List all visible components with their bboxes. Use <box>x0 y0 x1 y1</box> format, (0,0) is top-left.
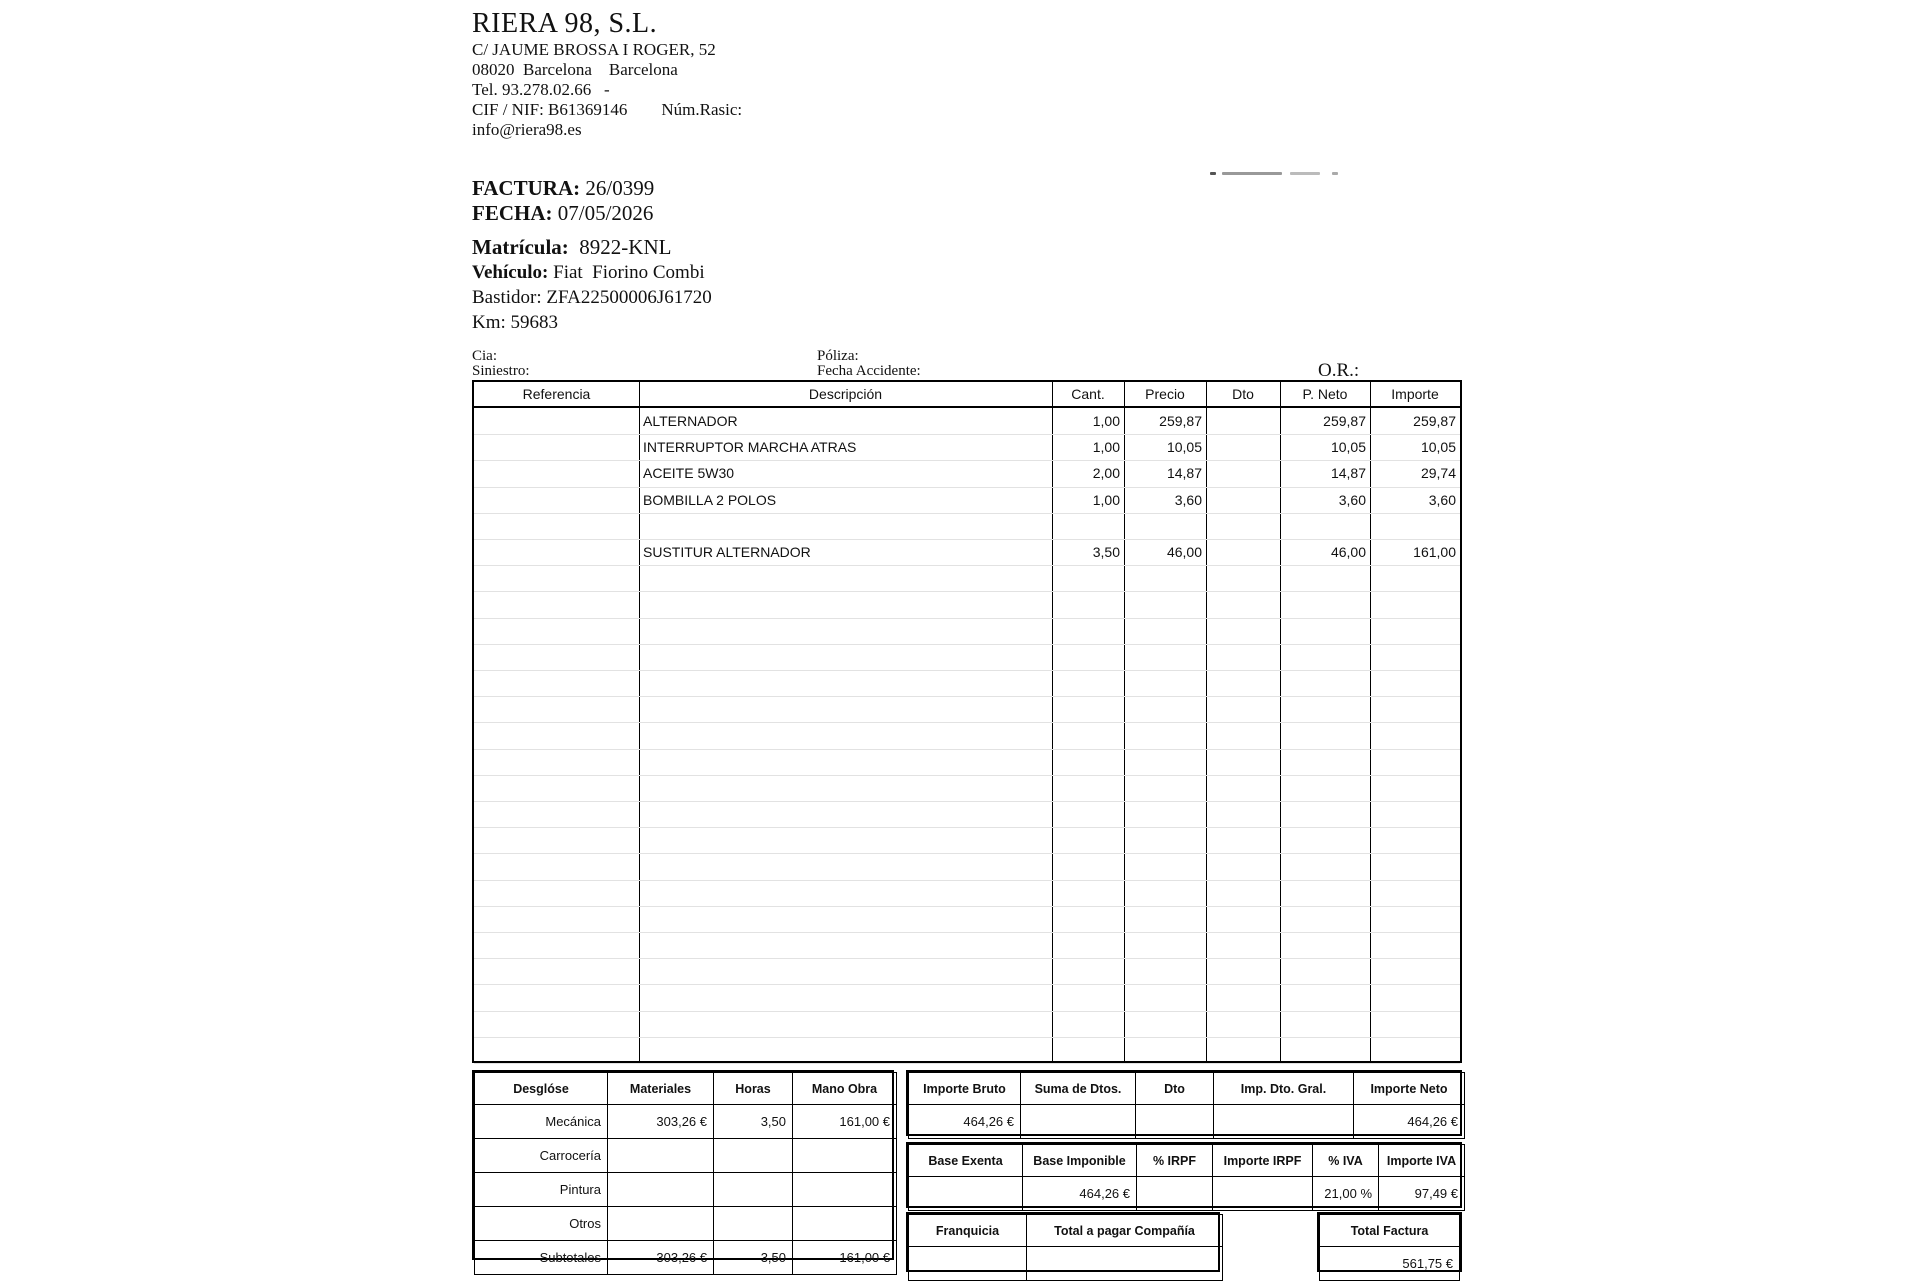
items-row-rule <box>474 775 1460 776</box>
total-factura-value: 561,75 € <box>1320 1247 1460 1281</box>
subtotales-row <box>475 1241 897 1275</box>
importe-neto-header: Importe Neto <box>1354 1073 1465 1105</box>
items-row-rule <box>474 853 1460 854</box>
materiales-subtotal: 303,26 € <box>608 1241 714 1275</box>
base-exenta-value <box>909 1177 1023 1211</box>
items-row-rule <box>474 1063 1460 1064</box>
company-city: 08020 Barcelona Barcelona <box>472 60 678 79</box>
vehiculo-value: Fiat Fiorino Combi <box>553 262 705 283</box>
item-precio: 3,60 <box>1174 491 1202 508</box>
horas-subtotal: 3,50 <box>714 1241 793 1275</box>
km-label: Km: <box>472 312 506 333</box>
total-compania-header: Total a pagar Compañía <box>1027 1215 1223 1247</box>
items-row-rule <box>474 958 1460 959</box>
mano-obra-value <box>793 1207 897 1241</box>
item-precio: 10,05 <box>1166 439 1202 456</box>
company-header <box>472 8 742 140</box>
items-row-rule <box>474 1011 1460 1012</box>
dto-header: Dto <box>1136 1073 1214 1105</box>
fecha-label: FECHA: <box>472 201 553 225</box>
item-precio: 14,87 <box>1166 465 1202 482</box>
item-cant: 1,00 <box>1092 491 1120 508</box>
suma-dtos-header: Suma de Dtos. <box>1021 1073 1136 1105</box>
items-row-rule <box>474 696 1460 697</box>
importe-bruto-value: 464,26 € <box>909 1105 1021 1139</box>
descripcion-header: Descripción <box>808 386 883 402</box>
items-header-row <box>474 382 1460 408</box>
imp-dto-gral-value <box>1214 1105 1354 1139</box>
franquicia-value <box>909 1247 1027 1281</box>
item-precio: 46,00 <box>1166 544 1202 560</box>
item-descripcion: INTERRUPTOR MARCHA ATRAS <box>643 439 857 456</box>
materiales-value <box>608 1207 714 1241</box>
item-cant: 1,00 <box>1092 439 1120 456</box>
items-row-rule <box>474 906 1460 907</box>
matricula-line <box>472 235 712 260</box>
horas-value <box>714 1173 793 1207</box>
item-importe: 29,74 <box>1420 465 1456 482</box>
items-table <box>472 380 1462 1063</box>
importe-iva-header: Importe IVA <box>1379 1145 1465 1177</box>
horas-value <box>714 1207 793 1241</box>
company-email: info@riera98.es <box>472 120 582 139</box>
desglose-table <box>472 1070 894 1265</box>
item-p-neto: 10,05 <box>1330 439 1366 456</box>
desglose-row <box>475 1139 897 1173</box>
matricula-label: Matrícula: <box>472 235 569 259</box>
desglose-row-label: Otros <box>475 1207 608 1241</box>
dto-value <box>1136 1105 1214 1139</box>
item-p-neto: 259,87 <box>1323 413 1366 429</box>
items-row-rule <box>474 827 1460 828</box>
desglose-row <box>475 1105 897 1139</box>
cia-label: Cia: <box>472 348 497 364</box>
item-importe: 161,00 <box>1413 544 1456 560</box>
p-neto-header: P. Neto <box>1302 386 1348 402</box>
bastidor-value: ZFA22500006J61720 <box>546 287 712 308</box>
items-row-rule <box>474 722 1460 723</box>
items-row-rule <box>474 984 1460 985</box>
item-descripcion: ACEITE 5W30 <box>643 465 735 482</box>
invoice-number <box>472 176 654 201</box>
siniestro-label: Siniestro: <box>472 363 530 379</box>
base-imponible-header: Base Imponible <box>1023 1145 1137 1177</box>
base-imponible-value: 464,26 € <box>1023 1177 1137 1211</box>
factura-label: FACTURA: <box>472 176 581 200</box>
items-row-rule <box>474 749 1460 750</box>
importe-bruto-header: Importe Bruto <box>909 1073 1021 1105</box>
vehiculo-label: Vehículo: <box>472 262 549 283</box>
mano-obra-value: 161,00 € <box>793 1105 897 1139</box>
franquicia-header: Franquicia <box>909 1215 1027 1247</box>
total-factura-box <box>1317 1212 1462 1272</box>
desglose-row-label: Mecánica <box>475 1105 608 1139</box>
imp-dto-gral-header: Imp. Dto. Gral. <box>1214 1073 1354 1105</box>
items-row-rule <box>474 880 1460 881</box>
bastidor-label: Bastidor: <box>472 287 542 308</box>
total-compania-value <box>1027 1247 1223 1281</box>
poliza-label: Póliza: <box>817 348 859 364</box>
item-descripcion: SUSTITUR ALTERNADOR <box>643 544 811 560</box>
mano-obra-subtotal: 161,00 € <box>793 1241 897 1275</box>
company-name: RIERA 98, S.L. <box>472 8 658 39</box>
items-row-rule <box>474 565 1460 566</box>
vehicle-details <box>472 235 712 335</box>
fecha-value: 07/05/2026 <box>557 201 654 225</box>
faded-text-mark <box>1210 166 1340 176</box>
importe-header: Importe <box>1391 386 1439 402</box>
materiales-value <box>608 1139 714 1173</box>
item-importe: 259,87 <box>1413 413 1456 429</box>
franquicia-table <box>906 1212 1220 1272</box>
desglose-row <box>475 1207 897 1241</box>
item-p-neto: 14,87 <box>1330 465 1366 482</box>
desglose-row-label: Carrocería <box>475 1139 608 1173</box>
items-row-rule <box>474 670 1460 671</box>
company-cif: CIF / NIF: B61369146 Núm.Rasic: <box>472 100 743 119</box>
item-precio: 259,87 <box>1159 413 1202 429</box>
base-exenta-header: Base Exenta <box>909 1145 1023 1177</box>
importe-irpf-header: Importe IRPF <box>1213 1145 1313 1177</box>
item-cant: 1,00 <box>1092 413 1120 429</box>
items-row-rule <box>474 644 1460 645</box>
materiales-header: Materiales <box>608 1073 714 1105</box>
total-factura-header: Total Factura <box>1320 1215 1460 1247</box>
bastidor-line <box>472 285 712 310</box>
items-row-rule <box>474 932 1460 933</box>
horas-header: Horas <box>714 1073 793 1105</box>
referencia-header: Referencia <box>522 386 591 402</box>
vehiculo-line <box>472 260 712 285</box>
subtotales-label: Subtotales <box>475 1241 608 1275</box>
item-p-neto: 46,00 <box>1330 544 1366 560</box>
mano-obra-value <box>793 1173 897 1207</box>
item-descripcion: BOMBILLA 2 POLOS <box>643 491 777 508</box>
fecha-accidente-label: Fecha Accidente: <box>817 363 921 379</box>
km-value: 59683 <box>510 312 559 333</box>
importes-table <box>906 1070 1462 1136</box>
irpf-percent-value <box>1137 1177 1213 1211</box>
km-line <box>472 310 712 335</box>
dto-header: Dto <box>1232 386 1254 402</box>
factura-value: 26/0399 <box>585 176 655 200</box>
company-address: C/ JAUME BROSSA I ROGER, 52 <box>472 40 716 59</box>
item-descripcion: ALTERNADOR <box>643 413 738 429</box>
item-cant: 3,50 <box>1092 544 1120 560</box>
company-phone: Tel. 93.278.02.66 - <box>472 80 610 99</box>
item-cant: 2,00 <box>1092 465 1120 482</box>
items-row-rule <box>474 618 1460 619</box>
importe-iva-value: 97,49 € <box>1379 1177 1465 1211</box>
invoice-date <box>472 201 653 226</box>
desglose-header: Desglóse <box>475 1073 608 1105</box>
suma-dtos-value <box>1021 1105 1136 1139</box>
mano-obra-header: Mano Obra <box>793 1073 897 1105</box>
items-row-rule <box>474 591 1460 592</box>
precio-header: Precio <box>1145 386 1185 402</box>
items-row-rule <box>474 1037 1460 1038</box>
materiales-value: 303,26 € <box>608 1105 714 1139</box>
iva-percent-value: 21,00 % <box>1313 1177 1379 1211</box>
desglose-row-label: Pintura <box>475 1173 608 1207</box>
item-importe: 10,05 <box>1420 439 1456 456</box>
matricula-value: 8922-KNL <box>579 235 672 259</box>
desglose-row <box>475 1173 897 1207</box>
items-row-rule <box>474 513 1460 514</box>
items-row-rule <box>474 801 1460 802</box>
mano-obra-value <box>793 1139 897 1173</box>
impuestos-table <box>906 1142 1462 1208</box>
horas-value <box>714 1139 793 1173</box>
item-importe: 3,60 <box>1428 491 1456 508</box>
irpf-percent-header: % IRPF <box>1137 1145 1213 1177</box>
importe-irpf-value <box>1213 1177 1313 1211</box>
horas-value: 3,50 <box>714 1105 793 1139</box>
cant-header: Cant. <box>1071 386 1105 402</box>
item-p-neto: 3,60 <box>1338 491 1366 508</box>
iva-percent-header: % IVA <box>1313 1145 1379 1177</box>
importe-neto-value: 464,26 € <box>1354 1105 1465 1139</box>
materiales-value <box>608 1173 714 1207</box>
or-label: O.R.: <box>1318 360 1360 381</box>
